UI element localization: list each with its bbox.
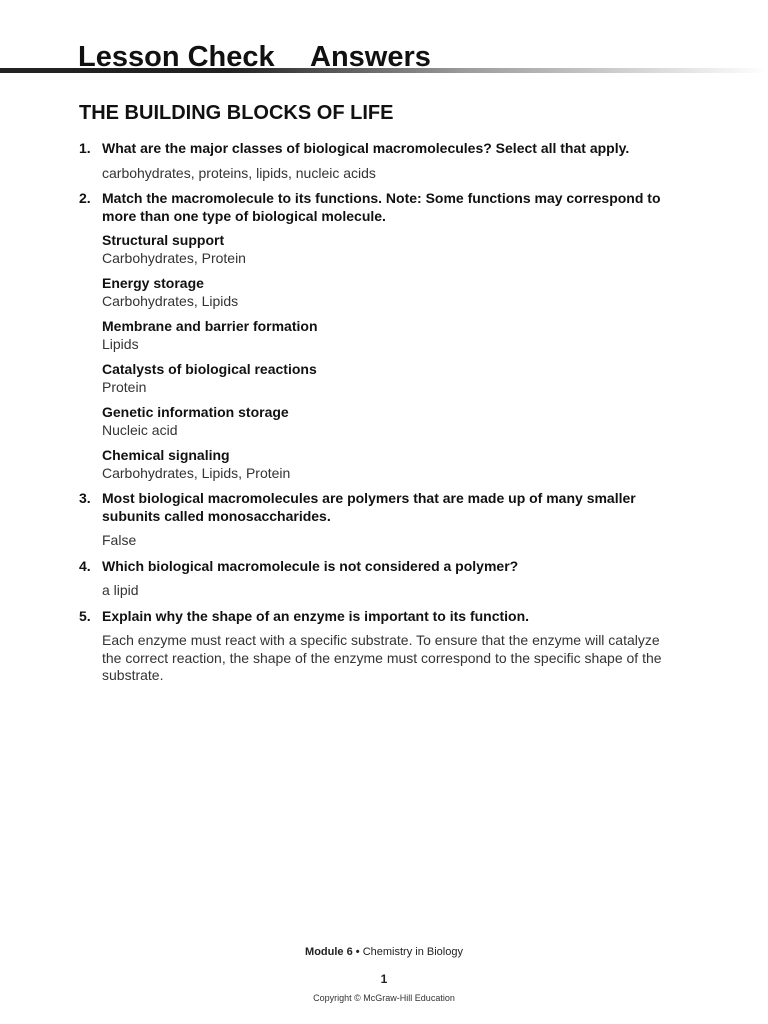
question-text: Most biological macromolecules are polymers that are made up of many smaller subunits called monosaccharides. [102, 490, 636, 524]
question-answer: a lipid [102, 582, 139, 598]
question-number: 1. [79, 140, 91, 156]
question-3 [79, 490, 669, 550]
question-5 [79, 608, 669, 685]
match-answer: Protein [102, 378, 147, 395]
footer-module [0, 946, 768, 958]
question-number: 3. [79, 490, 91, 506]
question-number: 2. [79, 190, 91, 206]
match-answer: Nucleic acid [102, 421, 178, 438]
match-item [102, 232, 669, 267]
match-item [102, 404, 669, 439]
question-text: Explain why the shape of an enzyme is important to its function. [102, 607, 530, 624]
question-2 [79, 190, 669, 482]
question-1 [79, 140, 669, 182]
match-item [102, 275, 669, 310]
match-answer: Carbohydrates, Protein [102, 249, 246, 266]
module-label: Module 6 • [305, 946, 360, 958]
question-answer: False [102, 532, 137, 548]
match-function: Membrane and barrier formation [102, 318, 318, 334]
match-function: Chemical signaling [102, 447, 230, 463]
question-number: 4. [79, 557, 91, 574]
question-answer: carbohydrates, proteins, lipids, nucleic acids [102, 164, 376, 181]
match-item [102, 447, 669, 482]
page-header [0, 40, 768, 76]
page-number: 1 [380, 972, 388, 986]
match-item [102, 318, 669, 353]
header-title: Lesson Check [78, 41, 275, 73]
match-function: Energy storage [102, 275, 204, 291]
match-answer: Lipids [102, 335, 139, 352]
match-function: Genetic information storage [102, 404, 289, 420]
section-title: THE BUILDING BLOCKS OF LIFE [79, 102, 394, 124]
match-item [102, 361, 669, 396]
question-text: Match the macromolecule to its functions. Note: Some functions may correspond to more than one type of biological molecule. [102, 190, 661, 224]
question-text: Which biological macromolecule is not considered a polymer? [102, 557, 519, 574]
module-name: Chemistry in Biology [362, 946, 463, 958]
question-number: 5. [79, 607, 91, 624]
header-subtitle: Answers [310, 41, 431, 73]
question-answer: Each enzyme must react with a specific substrate. To ensure that the enzyme will catalyze the correct reaction, the shape of the enzyme must correspond to the specific shape of the substrate. [102, 632, 662, 683]
match-answer: Carbohydrates, Lipids, Protein [102, 464, 291, 481]
match-function: Catalysts of biological reactions [102, 361, 317, 377]
match-list [102, 232, 669, 482]
copyright-notice: Copyright © McGraw-Hill Education [313, 993, 455, 1003]
question-4 [79, 558, 669, 600]
match-function: Structural support [102, 232, 225, 248]
question-list [79, 140, 669, 685]
match-answer: Carbohydrates, Lipids [102, 292, 239, 309]
question-text: What are the major classes of biological macromolecules? Select all that apply. [102, 140, 630, 156]
